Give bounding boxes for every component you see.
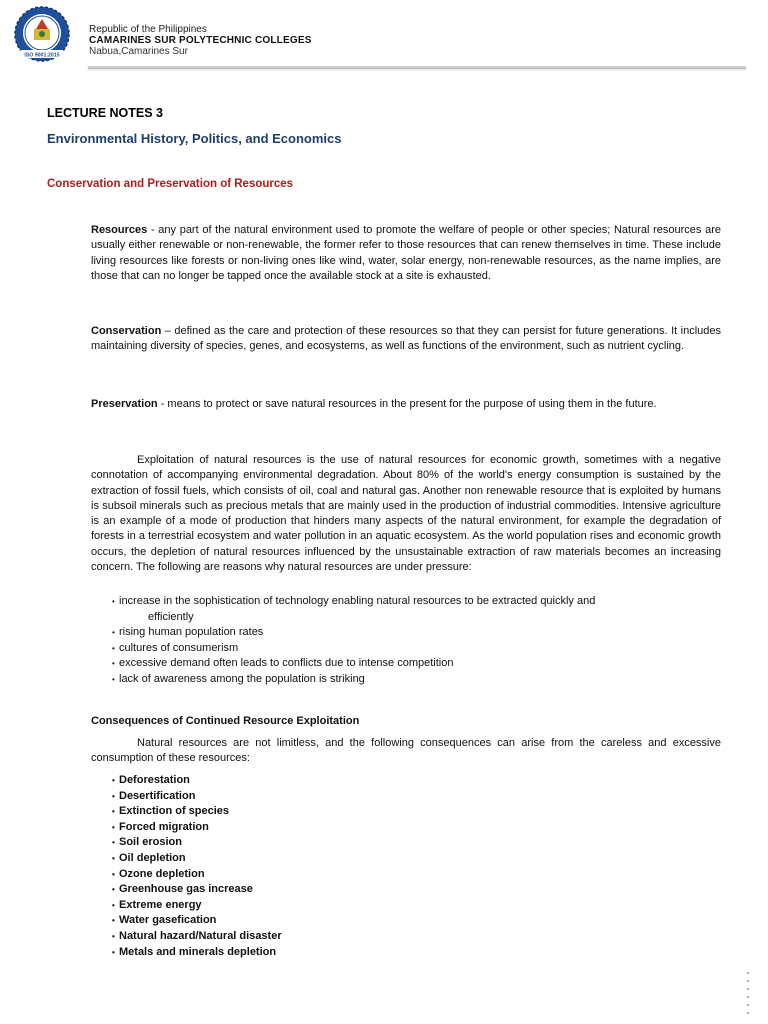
- pressure-reasons-list: [112, 594, 595, 688]
- list-item: • Extreme energy: [112, 898, 282, 914]
- conservation-term: Conservation: [91, 325, 162, 337]
- list-item: • Ozone depletion: [112, 867, 282, 883]
- resources-definition: [91, 223, 721, 284]
- list-item: • Forced migration: [112, 820, 282, 836]
- list-item: • cultures of consumerism: [112, 641, 595, 657]
- page-edge-dots: [747, 972, 751, 1020]
- list-item: [112, 594, 595, 625]
- list-item: • Desertification: [112, 789, 282, 805]
- lecture-subtitle: Environmental History, Politics, and Economics: [47, 131, 342, 146]
- list-item: • Metals and minerals depletion: [112, 945, 282, 961]
- list-item: • rising human population rates: [112, 625, 595, 641]
- resources-term: Resources: [91, 224, 148, 236]
- list-item: • Natural hazard/Natural disaster: [112, 929, 282, 945]
- list-item: • Extinction of species: [112, 804, 282, 820]
- list-item: • Oil depletion: [112, 851, 282, 867]
- conservation-text: – defined as the care and protection of these resources so that they can persist for future generations. It includes maintaining diversity of species, genes, and ecosystems, as well as functions of the environment, such as nutrient cycling.: [91, 325, 721, 353]
- reason-text: increase in the sophistication of technology enabling natural resources to be extracted quickly and: [119, 595, 596, 607]
- list-item: • lack of awareness among the population is striking: [112, 672, 595, 688]
- resources-text: - any part of the natural environment used to promote the welfare of people or other species; Natural resources are usually either renewable or non-renewable, the former refer to those resources that can renew themselves in time. These include living resources like forests or non-living ones like wind, water, solar energy, non-renewable resources, as the name implies, are those that can no longer be tapped once the available stock at a site is exhausted.: [91, 224, 721, 282]
- institution-header: [89, 24, 312, 57]
- list-item: • Greenhouse gas increase: [112, 882, 282, 898]
- list-item: • Deforestation: [112, 773, 282, 789]
- preservation-term: Preservation: [91, 398, 158, 410]
- list-item: • excessive demand often leads to conflicts due to intense competition: [112, 656, 595, 672]
- consequences-list: [112, 773, 282, 960]
- list-item: • Water gasefication: [112, 913, 282, 929]
- republic-line: Republic of the Philippines: [89, 24, 207, 35]
- preservation-definition: [91, 397, 721, 412]
- section-heading: Conservation and Preservation of Resources: [47, 178, 294, 190]
- consequences-heading: Consequences of Continued Resource Exploitation: [91, 715, 360, 727]
- college-seal-logo: [14, 6, 70, 62]
- reason-continuation: efficiently: [148, 610, 194, 623]
- lecture-title: LECTURE NOTES 3: [47, 106, 163, 120]
- exploitation-paragraph: Exploitation of natural resources is the use of natural resources for economic growth, sometimes with a negative connotation of accompanying environmental degradation. About 80% of the world's energy consumption is sustained by the extraction of fossil fuels, which consists of oil, coal and natural gas. Another non renewable resource that is exploited by humans is subsoil minerals such as precious metals that are mainly used in the production of industrial commodities. Intensive agriculture is an example of a mode of production that hinders many aspects of the natural environment, for example the degradation of forests in a terrestrial ecosystem and water pollution in an aquatic ecosystem. As the world population rises and economic growth occurs, the depletion of natural resources influenced by the unsustainable extraction of raw materials becomes an increasing concern. The following are reasons why natural resources are under pressure:: [91, 454, 721, 574]
- college-location: Nabua,Camarines Sur: [89, 46, 188, 57]
- college-name: CAMARINES SUR POLYTECHNIC COLLEGES: [89, 35, 312, 46]
- logo-caption: ISO 9001:2015: [24, 52, 60, 59]
- preservation-text: - means to protect or save natural resources in the present for the purpose of using them in the future.: [157, 398, 657, 410]
- header-divider: [88, 66, 746, 69]
- consequences-intro: Natural resources are not limitless, and the following consequences can arise from the careless and excessive consumption of these resources:: [91, 737, 721, 765]
- conservation-definition: [91, 324, 721, 355]
- list-item: • Soil erosion: [112, 835, 282, 851]
